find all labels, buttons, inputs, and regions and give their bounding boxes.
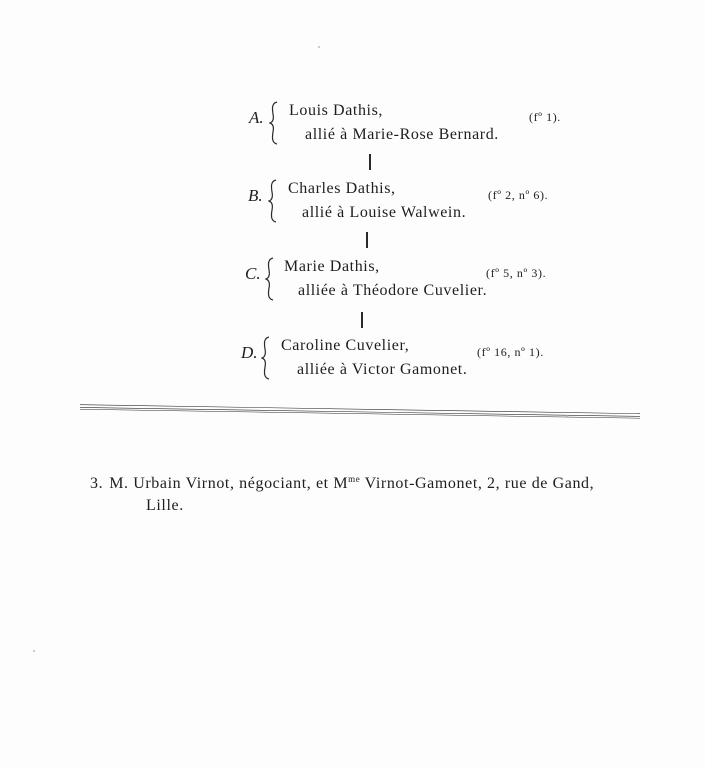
brace-icon <box>269 100 279 146</box>
genealogy-entry-c <box>245 258 565 304</box>
scan-speck <box>33 650 35 652</box>
brace-icon <box>265 256 275 302</box>
folio-reference: (fº 16, nº 1). <box>477 345 544 359</box>
genealogy-entry-d <box>241 337 561 383</box>
entry-letter: D. <box>241 343 258 362</box>
scan-speck <box>566 415 568 417</box>
footnote-number: 3. <box>90 475 104 492</box>
spouse-line: alliée à Victor Gamonet. <box>297 361 468 378</box>
double-rule-divider <box>80 402 640 422</box>
entry-letter: C. <box>245 264 261 283</box>
footnote-superscript: me <box>348 474 361 484</box>
spouse-line: alliée à Théodore Cuvelier. <box>298 282 488 299</box>
person-name: Louis Dathis, <box>289 102 384 119</box>
lineage-connector <box>366 232 368 248</box>
lineage-connector <box>369 154 371 170</box>
person-name: Charles Dathis, <box>288 180 396 197</box>
footnote-continuation: Lille. <box>146 497 184 514</box>
lineage-connector <box>361 312 363 328</box>
genealogy-entry-b <box>248 180 568 226</box>
brace-icon <box>261 335 271 381</box>
person-name: Caroline Cuvelier, <box>281 337 410 354</box>
footnote-text-part1: M. Urbain Virnot, négociant, et M <box>109 475 349 492</box>
footnote <box>90 468 650 517</box>
scan-speck <box>318 46 320 48</box>
spouse-line: allié à Louise Walwein. <box>302 204 467 221</box>
entry-letter: B. <box>248 186 263 205</box>
entry-letter: A. <box>249 108 264 127</box>
person-name: Marie Dathis, <box>284 258 380 275</box>
folio-reference: (fº 1). <box>529 110 561 124</box>
genealogy-entry-a <box>249 102 569 148</box>
folio-reference: (fº 2, nº 6). <box>488 188 549 202</box>
brace-icon <box>268 178 278 224</box>
spouse-line: allié à Marie-Rose Bernard. <box>305 126 499 143</box>
footnote-text-part2: Virnot-Gamonet, 2, rue de Gand, <box>360 475 595 492</box>
folio-reference: (fº 5, nº 3). <box>486 266 547 280</box>
